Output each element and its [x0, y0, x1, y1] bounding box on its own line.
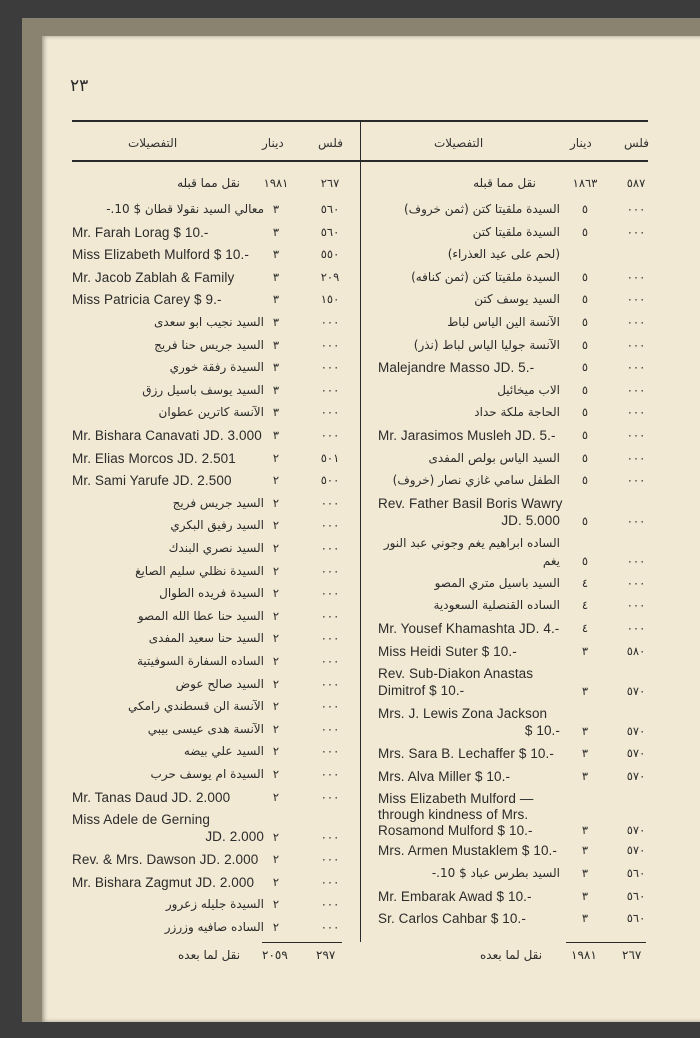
carried-in-dinar: ١٨٦٣ [572, 176, 598, 190]
amount-fils: ٠٠٠ [320, 631, 340, 646]
amount-fils: ٠٠٠ [626, 269, 646, 284]
amount-dinar: ٣ [272, 202, 280, 216]
donor-name: الساده القنصلية السعودية [433, 598, 560, 613]
donor-amount-note: JD. 2.000 [205, 829, 264, 845]
ledger-row [0, 315, 700, 338]
ledger-row [0, 383, 700, 406]
ledger-row [0, 897, 700, 920]
donor-name: السيدة نظلي سليم الصايغ [135, 563, 264, 578]
donor-name: السيدة ام يوسف حرب [150, 767, 264, 781]
donor-name: السيد بطرس عباد $ 10.- [431, 866, 560, 880]
amount-fils: ٠٠٠ [320, 874, 340, 889]
left-header-fils: فلس [318, 136, 344, 150]
donor-name-cont: through kindness of Mrs. [378, 807, 529, 823]
amount-fils: ٥٦٠ [626, 911, 646, 926]
amount-dinar: ٣ [581, 746, 589, 761]
amount-fils: ٠٠٠ [320, 495, 340, 510]
left-header-dinar: دينار [262, 136, 284, 150]
amount-fils: ٥٠١ [320, 450, 340, 465]
donor-name: Mr. Bishara Canavati JD. 3.000 [72, 428, 262, 443]
donor-name: السيدة ملقيتا كتن (ثمن كنافه) [411, 269, 560, 284]
ledger-row [0, 360, 700, 383]
amount-dinar: ٥ [581, 360, 589, 375]
amount-dinar: ٣ [581, 643, 589, 658]
amount-fils: ٥٧٠ [626, 843, 646, 858]
amount-dinar: ٣ [581, 843, 589, 858]
left-header-details: التفصيلات [128, 136, 178, 150]
donor-name: Sr. Carlos Cahbar $ 10.- [378, 911, 526, 927]
amount-dinar: ٢ [272, 450, 280, 465]
amount-fils: ٠٠٠ [320, 676, 340, 691]
amount-dinar: ٥ [581, 405, 589, 420]
amount-dinar: ٢ [272, 518, 280, 533]
amount-fils: ٠٠٠ [626, 337, 646, 352]
amount-dinar: ٢ [272, 654, 280, 668]
amount-dinar: ٢ [272, 767, 280, 781]
donor-name-cont: يغم [542, 553, 560, 568]
donor-name: Mr. Embarak Awad $ 10.- [378, 888, 532, 904]
left-carried-out-label: نقل لما بعده [178, 948, 241, 962]
ledger-row [0, 541, 700, 564]
donor-name: Miss Elizabeth Mulford $ 10.- [72, 247, 249, 263]
amount-fils: ٥٧٠ [626, 724, 646, 739]
donor-name: السيدة ملقيتا كتن [472, 224, 560, 239]
amount-fils: ٥٠٠ [320, 473, 340, 488]
amount-dinar: ٣ [272, 292, 280, 307]
amount-fils: ٠٠٠ [320, 699, 340, 714]
amount-dinar: ٢ [272, 744, 280, 759]
amount-dinar: ٢ [272, 541, 280, 555]
ledger-row [0, 338, 700, 361]
ledger-row [0, 451, 700, 474]
donor-name: (لحم على عيد العذراء) [447, 247, 560, 262]
ledger-row [0, 225, 700, 248]
amount-fils: ٠٠٠ [626, 315, 646, 329]
amount-dinar: ٣ [581, 768, 589, 783]
right-carried-out-label: نقل لما بعده [480, 948, 543, 962]
left-carried-out-fils: ٢٩٧ [316, 948, 336, 962]
amount-dinar: ٣ [272, 224, 280, 239]
donor-name: Mrs. Alva Miller $ 10.- [378, 768, 511, 784]
amount-fils: ١٥٠ [320, 292, 340, 307]
carried-in-dinar: ١٩٨١ [263, 176, 289, 190]
amount-dinar: ٥ [581, 292, 589, 307]
amount-fils: ٥٦٠ [320, 202, 340, 216]
donor-name: السيد الياس بولص المفدى [428, 450, 560, 465]
amount-dinar: ٢ [272, 789, 280, 804]
amount-fils: ٠٠٠ [320, 789, 340, 804]
ledger-row [0, 631, 700, 654]
donor-name: Mr. Jarasimos Musleh JD. 5.- [378, 428, 556, 443]
amount-dinar: ٥ [581, 553, 589, 568]
amount-fils: ٠٠٠ [626, 621, 646, 635]
donor-name: Mr. Sami Yarufe JD. 2.500 [72, 473, 232, 489]
donor-name: الآنسة هدى عيسى بيبي [147, 721, 264, 736]
amount-fils: ٠٠٠ [626, 575, 646, 590]
amount-fils: ٠٠٠ [320, 767, 340, 781]
donor-amount-note: $ 10.- [524, 723, 560, 739]
donor-name: Mrs. J. Lewis Zona Jackson [378, 706, 548, 722]
amount-fils: ٥٦٠ [320, 224, 340, 239]
amount-dinar: ٤ [581, 598, 589, 613]
amount-dinar: ٥ [581, 473, 589, 488]
donor-amount-note: JD. 5.000 [501, 512, 560, 528]
amount-dinar: ٥ [581, 382, 589, 397]
carried-in-label: نقل مما قبله [473, 176, 536, 190]
amount-fils: ٠٠٠ [320, 428, 340, 442]
ledger-row [0, 247, 700, 270]
donor-name: الحاجة ملكة حداد [474, 405, 560, 420]
donor-name: Malejandre Masso JD. 5.- [378, 360, 535, 376]
donor-name: السيد علي بيضه [183, 744, 264, 759]
amount-fils: ٠٠٠ [320, 360, 340, 375]
ledger-row [0, 496, 700, 519]
donor-name: الساده ابراهيم يغم وجوني عبد النور [383, 535, 560, 550]
amount-fils: ٠٠٠ [626, 598, 646, 613]
right-carried-out-fils: ٢٦٧ [622, 948, 642, 962]
ledger-row [0, 812, 700, 852]
amount-dinar: ٣ [581, 724, 589, 739]
donor-name: السيد يوسف باسيل رزق [142, 382, 264, 397]
donor-name: Miss Patricia Carey $ 9.- [72, 292, 222, 308]
amount-dinar: ٥ [581, 315, 589, 329]
donor-name: السيد جريس فريج [172, 495, 264, 510]
amount-dinar: ٢ [272, 631, 280, 646]
amount-dinar: ٣ [272, 405, 280, 420]
ledger-row [0, 270, 700, 293]
ledger-row [0, 586, 700, 609]
ledger-row [0, 564, 700, 587]
amount-fils: ٠٠٠ [320, 654, 340, 668]
amount-dinar: ٥ [581, 513, 589, 528]
donor-name: معالي السيد نقولا قطان $ 10.- [106, 202, 264, 216]
amount-fils: ٠٠٠ [626, 360, 646, 375]
carried-in-label: نقل مما قبله [177, 176, 240, 190]
amount-dinar: ٣ [581, 684, 589, 699]
amount-fils: ٥٧٠ [626, 684, 646, 699]
amount-fils: ٠٠٠ [626, 202, 646, 216]
ledger-row [0, 677, 700, 700]
amount-fils: ٠٠٠ [320, 563, 340, 578]
amount-fils: ٠٠٠ [320, 608, 340, 623]
donor-name: السيد حنا سعيد المفدى [148, 631, 264, 646]
ledger-row [0, 202, 700, 225]
amount-fils: ٥٥٠ [320, 247, 340, 262]
right-header-details: التفصيلات [434, 136, 484, 150]
right-header-dinar: دينار [570, 136, 592, 150]
donor-name: الاب ميخائيل [497, 382, 560, 397]
right-header-fils: فلس [624, 136, 650, 150]
amount-dinar: ٥ [581, 428, 589, 442]
amount-dinar: ٢ [272, 920, 280, 934]
amount-fils: ٠٠٠ [626, 292, 646, 307]
donor-name: السيدة جليله زعرور [165, 897, 264, 912]
amount-dinar: ٤ [581, 621, 589, 635]
amount-fils: ٠٠٠ [320, 541, 340, 555]
ledger-row [0, 609, 700, 632]
amount-dinar: ٣ [272, 337, 280, 352]
donor-name-cont: Dimitrof $ 10.- [378, 683, 465, 699]
amount-fils: ٠٠٠ [626, 450, 646, 465]
amount-fils: ٠٠٠ [626, 382, 646, 397]
donor-name: الطفل سامي غازي نصار (خروف) [392, 473, 560, 488]
donor-name: Rev. & Mrs. Dawson JD. 2.000 [72, 852, 259, 868]
amount-dinar: ٣ [581, 866, 589, 880]
donor-name: Miss Elizabeth Mulford — [378, 791, 534, 807]
donor-name: السيدة رفقة خوري [169, 360, 264, 375]
donor-name: السيد رفيق البكري [170, 518, 264, 533]
amount-fils: ٠٠٠ [626, 513, 646, 528]
amount-dinar: ٣ [272, 247, 280, 262]
amount-fils: ٠٠٠ [626, 428, 646, 442]
carried-in-fils: ٥٨٧ [626, 176, 646, 190]
amount-dinar: ٢ [272, 897, 280, 912]
donor-name: الآنسة الين الياس لباط [447, 315, 560, 329]
amount-dinar: ٢ [272, 563, 280, 578]
page-number: ٢٣ [70, 76, 89, 96]
amount-dinar: ٢ [272, 874, 280, 889]
amount-dinar: ٢ [272, 830, 280, 845]
donor-name: Mrs. Sara B. Lechaffer $ 10.- [378, 746, 554, 762]
donor-name: السيدة ملقيتا كتن (ثمن خروف) [403, 202, 560, 216]
ledger-row [0, 405, 700, 428]
donor-name: السيد نجيب ابو سعدى [154, 315, 264, 329]
amount-fils: ٠٠٠ [320, 382, 340, 397]
amount-dinar: ٢ [272, 676, 280, 691]
amount-fils: ٢٠٩ [320, 269, 340, 284]
donor-name: السيد يوسف كتن [474, 292, 560, 307]
donor-name: السيد جريس حنا فريج [154, 337, 264, 352]
donor-name: Miss Heidi Suter $ 10.- [378, 643, 517, 659]
amount-fils: ٠٠٠ [626, 473, 646, 488]
ledger-row [0, 699, 700, 722]
donor-name: الآنسة كاترين عطوان [158, 405, 264, 420]
amount-fils: ٠٠٠ [320, 897, 340, 912]
donor-name: Mrs. Armen Mustaklem $ 10.- [378, 843, 557, 859]
amount-dinar: ٣ [272, 382, 280, 397]
ledger-row [0, 790, 700, 813]
amount-fils: ٠٠٠ [320, 721, 340, 736]
amount-dinar: ٢ [272, 721, 280, 736]
ledger-row [0, 654, 700, 677]
left-carried-out-dinar: ٢٠٥٩ [262, 948, 288, 962]
amount-fils: ٠٠٠ [626, 405, 646, 420]
amount-dinar: ٣ [581, 911, 589, 926]
donor-name: Mr. Jacob Zablah & Family [72, 269, 235, 285]
ledger-row [0, 920, 700, 943]
carried-in-row [0, 176, 700, 198]
ledger-row [0, 722, 700, 745]
amount-fils: ٥٧٠ [626, 746, 646, 761]
amount-dinar: ٢ [272, 473, 280, 488]
ledger-row [0, 518, 700, 541]
amount-dinar: ٥ [581, 337, 589, 352]
ledger-row [0, 767, 700, 790]
donor-name: Mr. Farah Lorag $ 10.- [72, 224, 209, 240]
donor-name: الآنسة جوليا الياس لباط (نذر) [413, 337, 560, 352]
amount-fils: ٠٠٠ [320, 315, 340, 329]
ledger-row [0, 852, 700, 875]
donor-name: Rev. Sub-Diakon Anastas [378, 666, 534, 682]
right-carried-out-dinar: ١٩٨١ [571, 948, 597, 962]
ledger-row [0, 292, 700, 315]
donor-name: السيد نصري البندك [168, 541, 264, 555]
donor-name: Mr. Tanas Daud JD. 2.000 [72, 789, 231, 805]
amount-dinar: ٣ [581, 823, 589, 838]
donor-name: Miss Adele de Gerning [72, 812, 210, 828]
carried-in-fils: ٢٦٧ [320, 176, 340, 190]
amount-dinar: ٥ [581, 450, 589, 465]
amount-dinar: ٥ [581, 269, 589, 284]
amount-dinar: ٣ [272, 269, 280, 284]
donor-name: Mr. Yousef Khamashta JD. 4.- [378, 621, 560, 636]
amount-dinar: ٢ [272, 852, 280, 867]
amount-fils: ٥٧٠ [626, 768, 646, 783]
amount-fils: ٠٠٠ [320, 852, 340, 867]
donor-name: السيد حنا عطا الله المصو [137, 608, 264, 623]
donor-name: السيدة فريده الطوال [159, 586, 264, 601]
ledger-row [0, 744, 700, 767]
ledger-row [0, 875, 700, 898]
amount-fils: ٠٠٠ [320, 744, 340, 759]
donor-name: الساده صافيه وزرزر [164, 920, 264, 934]
amount-dinar: ٢ [272, 699, 280, 714]
amount-dinar: ٢ [272, 608, 280, 623]
amount-fils: ٥٧٠ [626, 823, 646, 838]
amount-fils: ٠٠٠ [320, 518, 340, 533]
donor-name: السيد صالح عوض [175, 676, 264, 691]
amount-fils: ٠٠٠ [320, 586, 340, 601]
amount-fils: ٠٠٠ [626, 553, 646, 568]
amount-dinar: ٣ [272, 428, 280, 442]
amount-dinar: ٥ [581, 202, 589, 216]
donor-name: Mr. Bishara Zagmut JD. 2.000 [72, 874, 255, 890]
ledger-row [0, 473, 700, 496]
donor-name: الساده السفارة السوفيتية [136, 654, 264, 668]
donor-name: Rev. Father Basil Boris Wawry [378, 495, 563, 511]
ledger-row [0, 428, 700, 451]
amount-fils: ٠٠٠ [320, 830, 340, 845]
amount-dinar: ٥ [581, 224, 589, 239]
amount-dinar: ٣ [581, 888, 589, 903]
amount-dinar: ٣ [272, 315, 280, 329]
amount-fils: ٠٠٠ [320, 337, 340, 352]
donor-name: السيد باسيل متري المصو [434, 575, 560, 590]
amount-dinar: ٣ [272, 360, 280, 375]
amount-dinar: ٢ [272, 586, 280, 601]
amount-fils: ٥٦٠ [626, 888, 646, 903]
amount-fils: ٠٠٠ [626, 224, 646, 239]
donor-name: الآنسة الن قسطندي رامكي [127, 699, 264, 714]
amount-dinar: ٢ [272, 495, 280, 510]
donor-name: Mr. Elias Morcos JD. 2.501 [72, 450, 236, 466]
amount-fils: ٥٦٠ [626, 866, 646, 880]
donor-name-cont: Rosamond Mulford $ 10.- [378, 823, 533, 839]
amount-dinar: ٤ [581, 575, 589, 590]
amount-fils: ٠٠٠ [320, 405, 340, 420]
amount-fils: ٥٨٠ [626, 643, 646, 658]
amount-fils: ٠٠٠ [320, 920, 340, 934]
